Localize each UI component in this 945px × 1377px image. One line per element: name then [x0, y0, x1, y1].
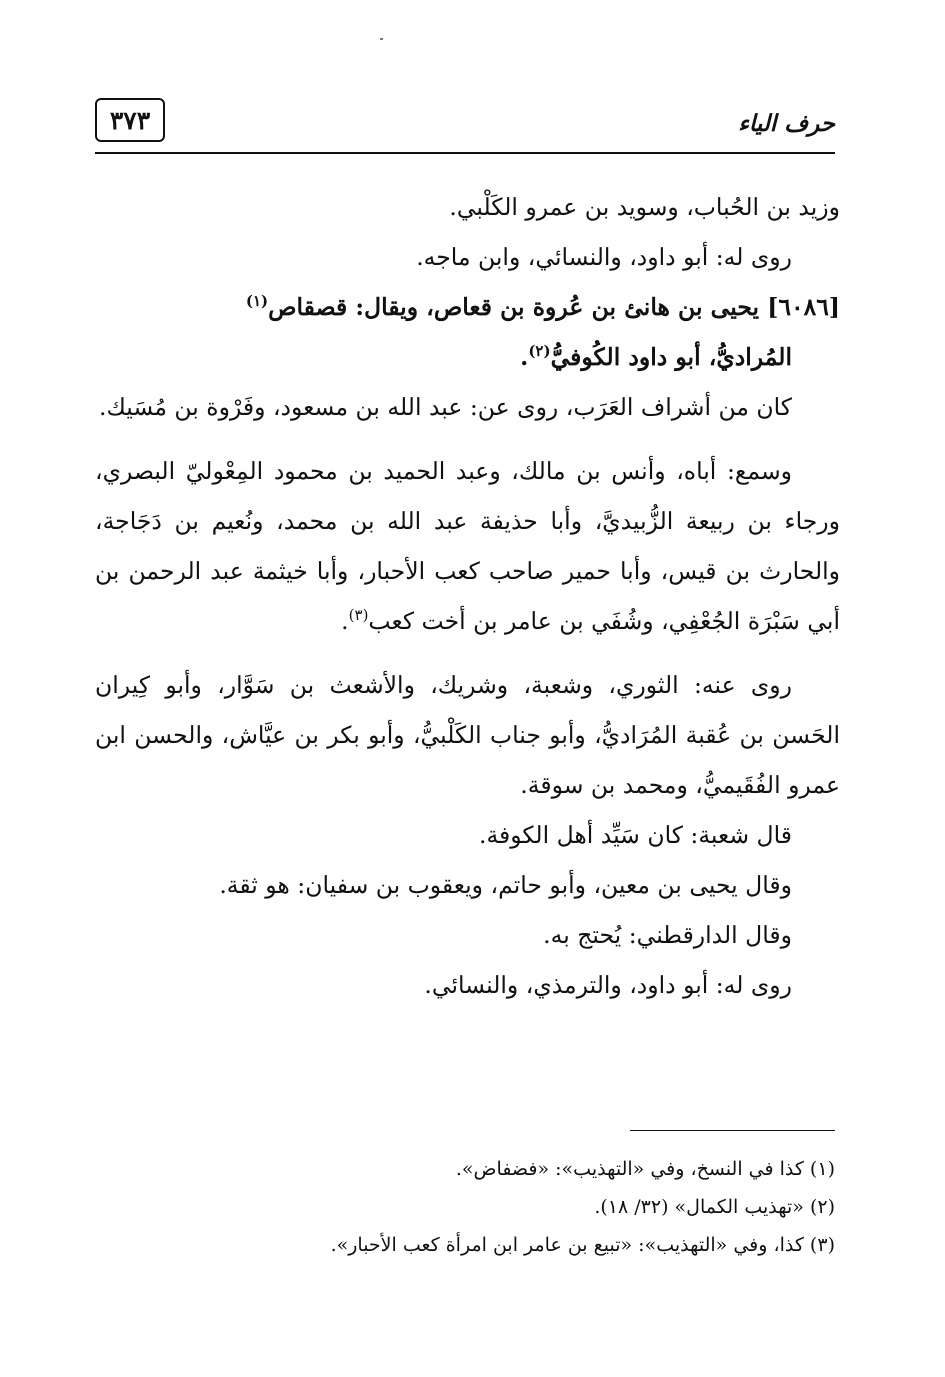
- paragraph: روى عنه: الثوري، وشعبة، وشريك، والأشعث بن سَوَّار، وأبو كِيران الحَسن بن عُقبة المُرَاديُّ، وأبو جناب الكَلْبيُّ، وأبو بكر بن عيَّاش، والحسن ابن عمرو الفُقَيميُّ، ومحمد بن سوقة.: [95, 671, 840, 799]
- footnote-ref: (٢): [528, 342, 551, 361]
- page-number: ٣٧٣: [95, 98, 165, 142]
- paragraph: كان من أشراف العَرَب، روى عن: عبد الله بن مسعود، وفَرْوة بن مُسَيك.: [99, 393, 792, 421]
- paragraph: روى له: أبو داود، والترمذي، والنسائي.: [424, 971, 792, 999]
- paragraph: قال شعبة: كان سَيِّد أهل الكوفة.: [478, 821, 792, 849]
- footnote: (٣) كذا، وفي «التهذيب»: «تبيع بن عامر ابن امرأة كعب الأحبار».: [330, 1234, 835, 1256]
- footnote: (٢) «تهذيب الكمال» (٣٢/ ١٨).: [594, 1196, 835, 1218]
- text-line: روى له: أبو داود، والنسائي، وابن ماجه.: [416, 243, 792, 271]
- page-header: [95, 98, 835, 154]
- footnote-ref: (٣): [348, 606, 369, 625]
- running-head: حرف الياء: [738, 110, 835, 137]
- entry-name-cont: المُراديُّ، أبو داود الكُوفيُّ: [550, 343, 792, 371]
- text-line: وزيد بن الحُباب، وسويد بن عمرو الكَلْبي.: [449, 193, 840, 221]
- footnote: (١) كذا في النسخ، وفي «التهذيب»: «فضفاض».: [455, 1158, 835, 1180]
- footnotes: [95, 1150, 835, 1264]
- footnote-ref: (١): [245, 292, 269, 311]
- entry-number: [٦٠٨٦]: [767, 293, 840, 321]
- paragraph: وقال يحيى بن معين، وأبو حاتم، ويعقوب بن سفيان: هو ثقة.: [219, 871, 792, 899]
- paragraph: [95, 446, 840, 646]
- entry-heading: [95, 282, 840, 382]
- entry-name: يحيى بن هانئ بن عُروة بن قعاص، ويقال: قصقاص: [268, 293, 760, 321]
- scan-speck: [380, 38, 383, 40]
- paragraph: وقال الدارقطني: يُحتج به.: [543, 921, 792, 949]
- paragraph-text: وسمع: أباه، وأنس بن مالك، وعبد الحميد بن محمود المِعْوليّ البصري، ورجاء بن ربيعة الزُّبيديَّ، وأبا حذيفة عبد الله بن محمد، ونُعيم بن دَجَاجة، والحارث بن قيس، وأبا حمير صاحب كعب الأحبار، وأبا خيثمة عبد الرحمن بن أبي سَبْرَة الجُعْفِي، وشُفَي بن عامر بن أخت كعب: [95, 457, 840, 635]
- footnote-divider: [630, 1130, 835, 1131]
- main-text: [95, 182, 840, 1010]
- paragraph-period: .: [341, 607, 349, 635]
- entry-period: .: [520, 343, 529, 371]
